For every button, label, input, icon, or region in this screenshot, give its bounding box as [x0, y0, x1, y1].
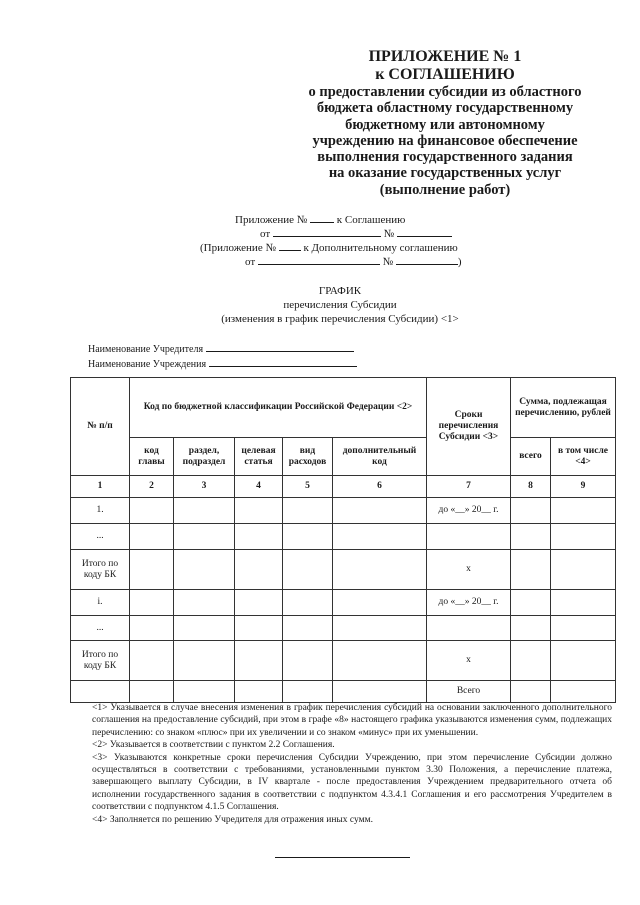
header-total: всего [511, 438, 551, 476]
signature-line [275, 857, 410, 858]
ref-date-blank [273, 226, 381, 237]
table-row [71, 681, 616, 703]
col-number: 8 [511, 476, 551, 498]
ref-appendix-suffix: к Соглашению [336, 214, 406, 226]
header-section: раздел, подраздел [174, 438, 235, 476]
col-number: 3 [174, 476, 235, 498]
footnote-4: <4> Заполняется по решению Учредителя для отражения иных сумм. [92, 814, 374, 825]
header-including: в том числе <4> [551, 438, 616, 476]
appendix-line-6: учреждению на финансовое обеспечение [312, 132, 578, 149]
table-row [71, 498, 616, 524]
names-block [88, 341, 357, 371]
row-index: ... [71, 524, 130, 550]
appendix-heading [295, 48, 595, 198]
header-additional: дополнительный код [333, 438, 427, 476]
schedule-subtitle-2: (изменения в график перечисления Субсидии) <1> [221, 313, 459, 325]
col-number: 2 [130, 476, 174, 498]
table-row [71, 550, 616, 590]
ref-supp-suffix: к Дополнительному соглашению [303, 242, 458, 254]
column-numbers-row [71, 476, 616, 498]
ref-number-label: № [383, 228, 395, 240]
appendix-line-4: бюджета областному государственному [316, 100, 574, 117]
col-number: 9 [551, 476, 616, 498]
date-cell: до «__» 20__ г. [427, 498, 511, 524]
ref-number2-label: № [382, 256, 394, 268]
subsidy-schedule-table [70, 377, 616, 703]
ref-from2-label: от [245, 256, 256, 268]
ref-from-label: от [260, 228, 271, 240]
footnote-2: <2> Указывается в соответствии с пунктом 2.2 Соглашения. [92, 740, 335, 751]
ref-supp-number-blank [279, 240, 301, 251]
table-row [71, 590, 616, 616]
x-mark-cell: х [427, 641, 511, 681]
footnotes [92, 702, 612, 826]
ref-number-blank [397, 226, 452, 237]
ref-date2-blank [258, 254, 380, 265]
ref-number2-blank [396, 254, 458, 265]
appendix-to-agreement: к СОГЛАШЕНИЮ [375, 66, 515, 83]
founder-label: Наименование Учредителя [88, 344, 204, 355]
appendix-line-9: (выполнение работ) [379, 181, 511, 198]
header-budget-code: Код по бюджетной классификации Российской Федерации <2> [130, 378, 427, 438]
header-row-1 [71, 378, 616, 438]
ref-close-paren: ) [457, 256, 462, 268]
schedule-subtitle: перечисления Субсидии [283, 299, 397, 311]
col-number: 4 [235, 476, 283, 498]
row-subtotal-label: Итого по коду БК [71, 641, 130, 681]
header-row-2 [71, 438, 616, 476]
appendix-line-8: на оказание государственных услуг [328, 165, 562, 182]
header-num: № п/п [71, 378, 130, 476]
header-target: целевая статья [235, 438, 283, 476]
founder-blank [206, 341, 354, 352]
grand-total-label: Всего [427, 681, 511, 703]
date-cell: до «__» 20__ г. [427, 590, 511, 616]
appendix-line-5: бюджетному или автономному [345, 116, 545, 133]
col-number: 7 [427, 476, 511, 498]
reference-block [200, 212, 520, 268]
appendix-line-3: о предоставлении субсидии из областного [308, 84, 582, 100]
header-sum: Сумма, подлежащая перечислению, рублей [511, 378, 616, 438]
header-code-head: код главы [130, 438, 174, 476]
row-index: 1. [71, 498, 130, 524]
footnote-1: <1> Указывается в случае внесения изменения в график перечисления субсидий на основании заключенного дополнительного соглашения на предоставление субсидий, при этом в графе «8» настоящего графика указываются изменения сумм, подлежащих перечислению: со знаком «плюс» при их увеличении и со знаком «минус» при их уменьшении. [92, 703, 612, 738]
schedule-title: ГРАФИК [318, 285, 362, 297]
appendix-line-7: выполнения государственного задания [317, 149, 573, 166]
col-number: 1 [71, 476, 130, 498]
appendix-number: ПРИЛОЖЕНИЕ № 1 [368, 48, 522, 65]
row-index: i. [71, 590, 130, 616]
row-index: ... [71, 616, 130, 641]
x-mark-cell: х [427, 550, 511, 590]
schedule-title-block [150, 284, 530, 326]
ref-appendix-number-blank [310, 212, 334, 223]
ref-appendix-prefix: Приложение № [235, 214, 308, 226]
table-row [71, 616, 616, 641]
table-row [71, 641, 616, 681]
col-number: 6 [333, 476, 427, 498]
footnote-3: <3> Указываются конкретные сроки перечисления Субсидии Учреждению, при этом перечисление Субсидии должно осуществляться в соответствии с требованиями, установленными пунктом 3.30 Положения, а перечисление платежа, завершающего выплату Субсидии, в IV квартале - после предоставления Учреждением предварительного отчета об исполнении государственного задания в соответствии с подпунктом 4.3.4.1 Соглашения и его рассмотрения Учредителем в соответствии с подпунктом 4.1.5 Соглашения. [92, 752, 612, 813]
ref-supp-prefix: (Приложение № [200, 242, 276, 254]
table-row [71, 524, 616, 550]
header-type: вид расходов [283, 438, 333, 476]
institution-blank [209, 356, 357, 367]
institution-label: Наименование Учреждения [88, 359, 207, 370]
row-subtotal-label: Итого по коду БК [71, 550, 130, 590]
header-terms: Сроки перечисления Субсидии <3> [427, 378, 511, 476]
col-number: 5 [283, 476, 333, 498]
